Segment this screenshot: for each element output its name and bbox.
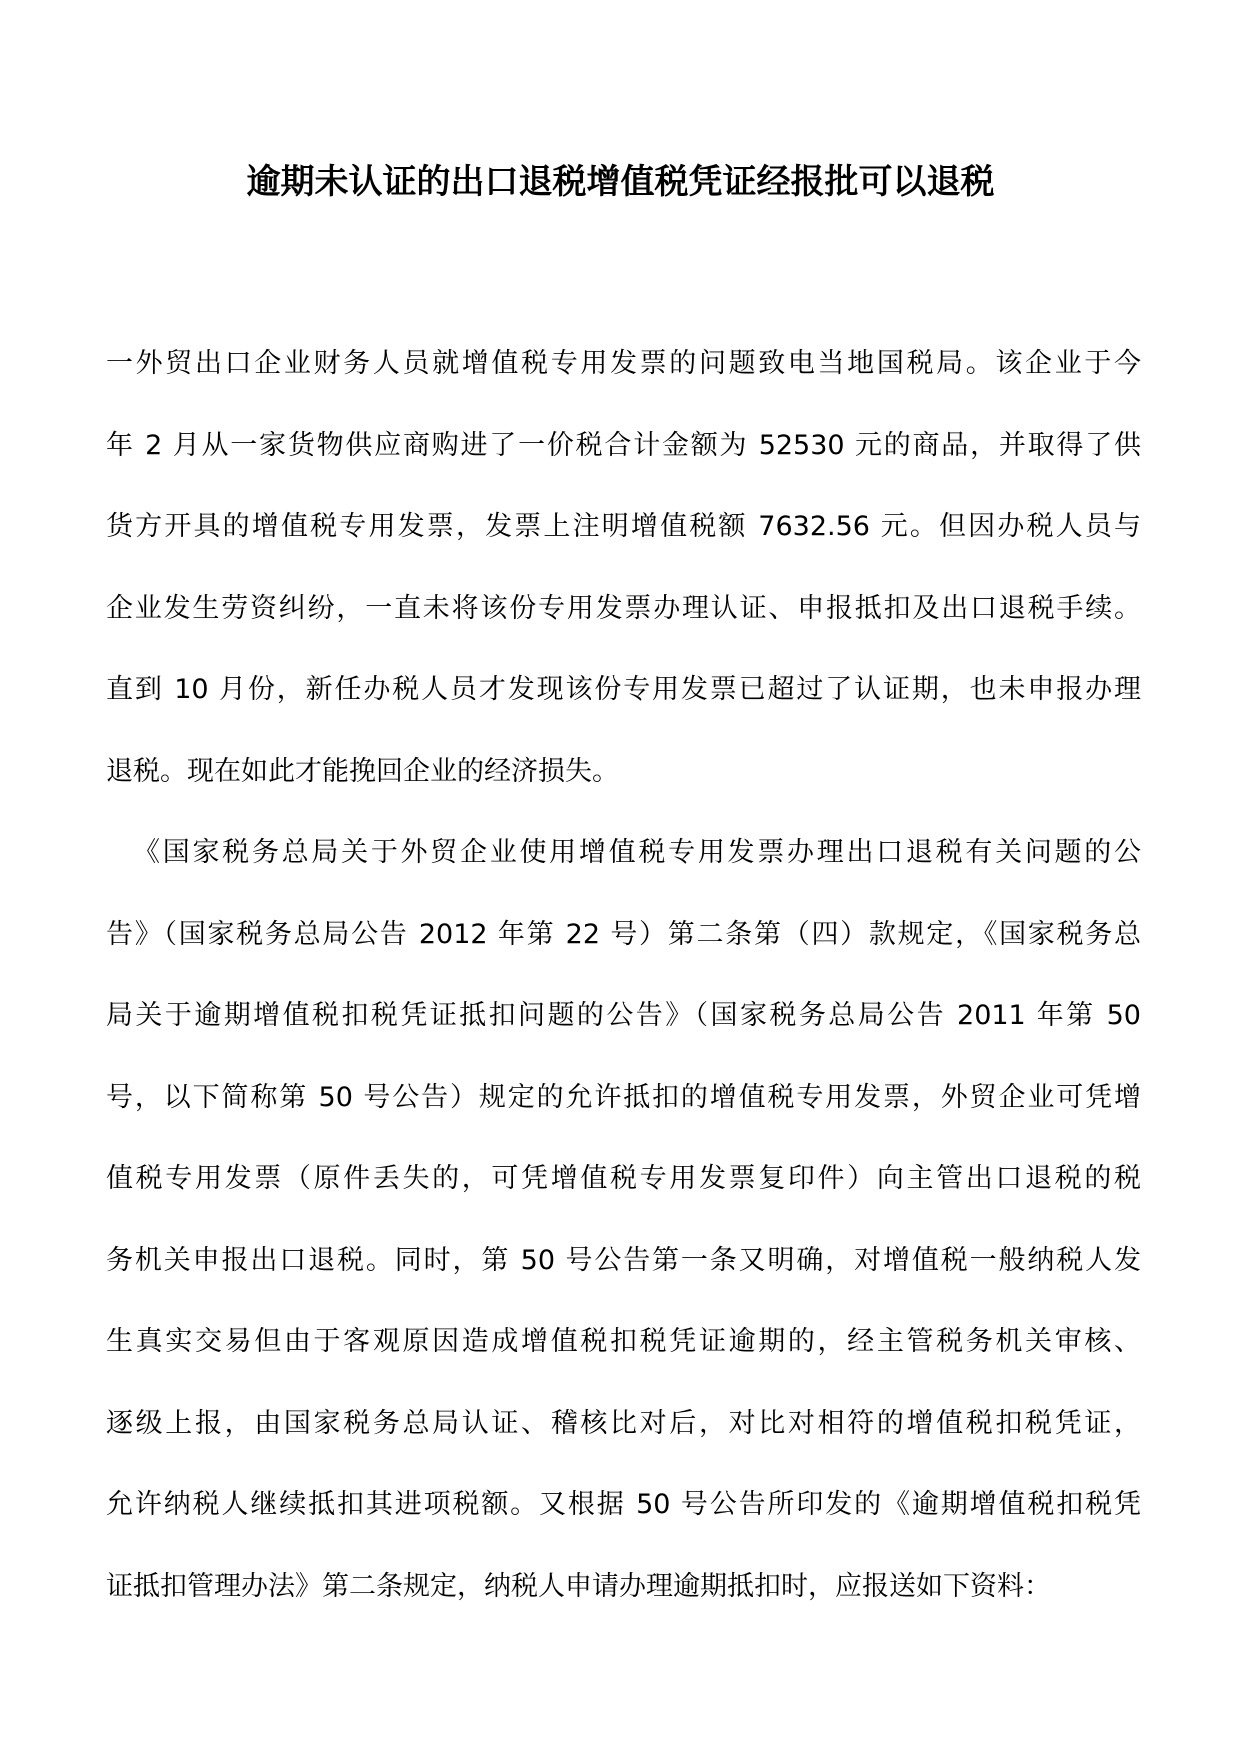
text-line: 告》（国家税务总局公告 2012 年第 22 号）第二条第（四）款规定，《国家税务总: [106, 918, 1141, 950]
text-line: 号，以下简称第 50 号公告）规定的允许抵扣的增值税专用发票，外贸企业可凭增: [106, 1081, 1141, 1113]
text-line: 务机关申报出口退税。同时，第 50 号公告第一条又明确，对增值税一般纳税人发: [106, 1244, 1141, 1276]
paragraph-2: [106, 829, 1141, 1644]
text-line: 一外贸出口企业财务人员就增值税专用发票的问题致电当地国税局。该企业于今: [106, 348, 1141, 379]
document-body: [106, 340, 1141, 1644]
document-title: 逾期未认证的出口退税增值税凭证经报批可以退税: [246, 162, 995, 202]
text-line: 局关于逾期增值税扣税凭证抵扣问题的公告》（国家税务总局公告 2011 年第 50: [106, 1000, 1141, 1031]
text-line: 货方开具的增值税专用发票，发票上注明增值税额 7632.56 元。但因办税人员与: [106, 511, 1141, 542]
text-line: 证抵扣管理办法》第二条规定，纳税人申请办理逾期抵扣时，应报送如下资料：: [106, 1570, 1051, 1602]
text-line: 直到 10 月份，新任办税人员才发现该份专用发票已超过了认证期，也未申报办理: [106, 674, 1141, 705]
text-line: 年 2 月从一家货物供应商购进了一价税合计金额为 52530 元的商品，并取得了供: [106, 429, 1141, 461]
text-line: 生真实交易但由于客观原因造成增值税扣税凭证逾期的，经主管税务机关审核、: [106, 1326, 1141, 1357]
text-line: 逐级上报，由国家税务总局认证、稽核比对后，对比对相符的增值税扣税凭证，: [106, 1407, 1141, 1439]
text-line: 值税专用发票（原件丢失的，可凭增值税专用发票复印件）向主管出口退税的税: [106, 1163, 1141, 1194]
text-line: 退税。现在如此才能挽回企业的经济损失。: [106, 755, 619, 787]
text-line: 企业发生劳资纠纷，一直未将该份专用发票办理认证、申报抵扣及出口退税手续。: [106, 592, 1141, 624]
text-line: 《国家税务总局关于外贸企业使用增值税专用发票办理出口退税有关问题的公: [133, 837, 1141, 868]
paragraph-1: [106, 340, 1141, 829]
text-line: 允许纳税人继续抵扣其进项税额。又根据 50 号公告所印发的《逾期增值税扣税凭: [106, 1489, 1141, 1520]
